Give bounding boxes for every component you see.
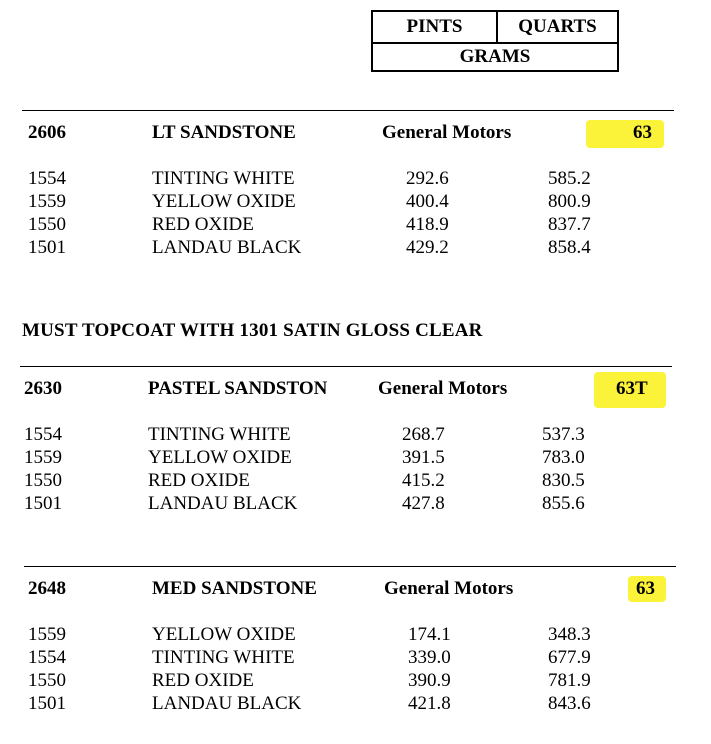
ingredient-name: RED OXIDE [152, 670, 254, 691]
divider-rule [20, 366, 672, 367]
ingredient-quarts: 858.4 [548, 237, 591, 258]
ingredient-quarts: 781.9 [548, 670, 591, 691]
ingredient-pints: 429.2 [406, 237, 449, 258]
column-header-box [371, 10, 619, 72]
ingredient-name: RED OXIDE [148, 470, 250, 491]
ingredient-quarts: 855.6 [542, 493, 585, 514]
ingredient-code: 1559 [28, 624, 66, 645]
ingredient-pints: 415.2 [402, 470, 445, 491]
ingredient-pints: 418.9 [406, 214, 449, 235]
ingredient-name: LANDAU BLACK [152, 693, 302, 714]
divider-rule [22, 110, 674, 111]
ingredient-pints: 391.5 [402, 447, 445, 468]
formula-maker: General Motors [384, 578, 514, 599]
formula-code: 2630 [24, 378, 62, 399]
divider-rule [24, 566, 676, 567]
formula-maker: General Motors [382, 122, 512, 143]
ingredient-name: TINTING WHITE [148, 424, 291, 445]
ingredient-name: YELLOW OXIDE [152, 624, 296, 645]
ingredient-code: 1501 [24, 493, 62, 514]
ingredient-pints: 292.6 [406, 168, 449, 189]
topcoat-note: MUST TOPCOAT WITH 1301 SATIN GLOSS CLEAR [22, 320, 483, 341]
ingredient-code: 1550 [28, 670, 66, 691]
ingredient-quarts: 537.3 [542, 424, 585, 445]
ingredient-quarts: 585.2 [548, 168, 591, 189]
ingredient-code: 1554 [28, 647, 66, 668]
ingredient-pints: 390.9 [408, 670, 451, 691]
ingredient-quarts: 830.5 [542, 470, 585, 491]
ingredient-pints: 427.8 [402, 493, 445, 514]
formula-ref: 63 [633, 122, 652, 143]
ingredient-pints: 268.7 [402, 424, 445, 445]
ingredient-name: LANDAU BLACK [148, 493, 298, 514]
formula-name: LT SANDSTONE [152, 122, 296, 143]
ingredient-name: TINTING WHITE [152, 168, 295, 189]
formula-code: 2606 [28, 122, 66, 143]
highlight-marker [586, 120, 664, 148]
formula-name: PASTEL SANDSTON [148, 378, 328, 399]
formula-ref: 63 [636, 578, 655, 599]
ingredient-code: 1554 [28, 168, 66, 189]
ingredient-code: 1550 [24, 470, 62, 491]
header-pints: PINTS [373, 12, 498, 42]
ingredient-pints: 339.0 [408, 647, 451, 668]
ingredient-quarts: 677.9 [548, 647, 591, 668]
ingredient-quarts: 800.9 [548, 191, 591, 212]
ingredient-name: RED OXIDE [152, 214, 254, 235]
ingredient-code: 1554 [24, 424, 62, 445]
ingredient-code: 1550 [28, 214, 66, 235]
formula-ref: 63T [616, 378, 648, 399]
ingredient-name: YELLOW OXIDE [152, 191, 296, 212]
ingredient-quarts: 837.7 [548, 214, 591, 235]
ingredient-code: 1559 [28, 191, 66, 212]
ingredient-pints: 400.4 [406, 191, 449, 212]
ingredient-quarts: 348.3 [548, 624, 591, 645]
ingredient-quarts: 783.0 [542, 447, 585, 468]
formula-name: MED SANDSTONE [152, 578, 317, 599]
ingredient-pints: 421.8 [408, 693, 451, 714]
header-grams: GRAMS [459, 46, 531, 67]
ingredient-pints: 174.1 [408, 624, 451, 645]
formula-maker: General Motors [378, 378, 508, 399]
ingredient-name: YELLOW OXIDE [148, 447, 292, 468]
formula-code: 2648 [28, 578, 66, 599]
ingredient-quarts: 843.6 [548, 693, 591, 714]
header-quarts: QUARTS [518, 16, 597, 37]
ingredient-code: 1559 [24, 447, 62, 468]
ingredient-name: TINTING WHITE [152, 647, 295, 668]
ingredient-code: 1501 [28, 237, 66, 258]
ingredient-name: LANDAU BLACK [152, 237, 302, 258]
ingredient-code: 1501 [28, 693, 66, 714]
